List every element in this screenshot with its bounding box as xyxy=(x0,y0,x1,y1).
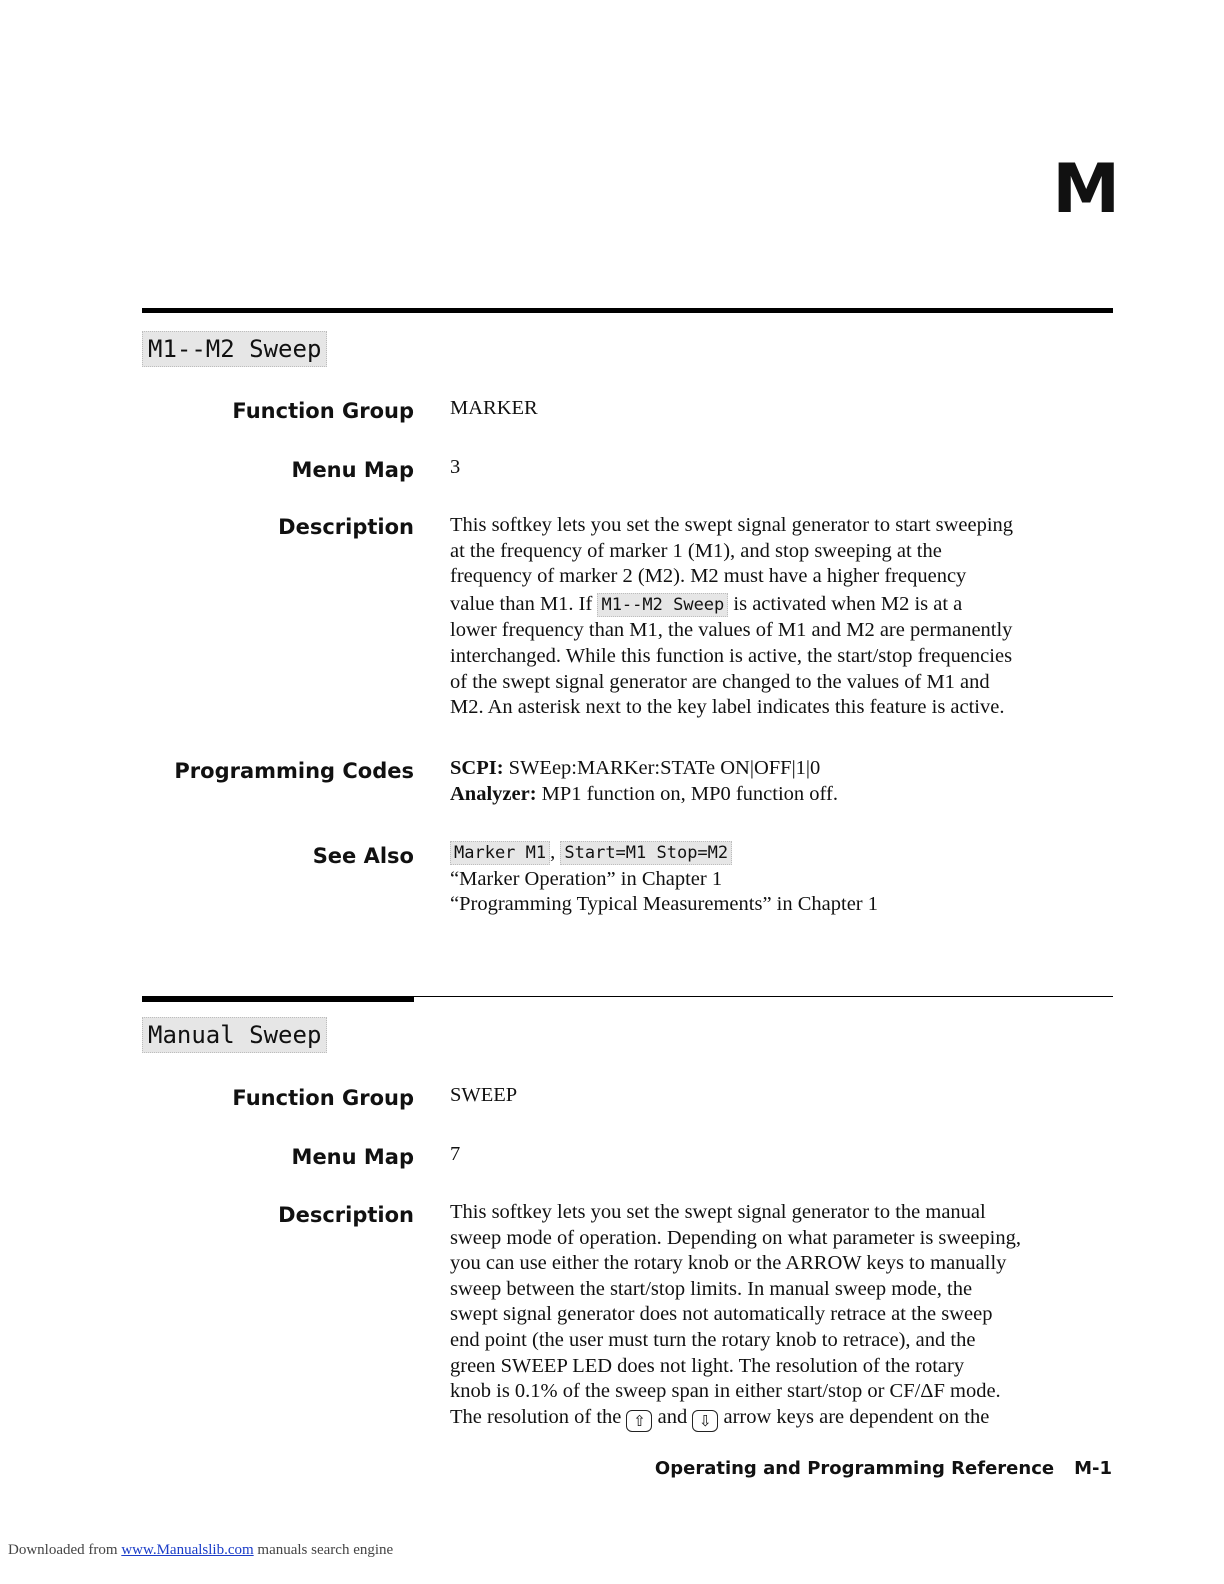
analyzer-value: MP1 function on, MP0 function off. xyxy=(536,782,838,805)
description-label: Description xyxy=(278,1203,414,1227)
description-line: swept signal generator does not automatically retrace at the sweep xyxy=(450,1303,993,1326)
description-line: frequency of marker 2 (M2). M2 must have a higher frequency xyxy=(450,565,967,588)
section-rule-thin-part xyxy=(414,996,1113,997)
description-line xyxy=(450,592,1120,619)
description-fragment: arrow keys are dependent on the xyxy=(718,1405,990,1428)
see-also-list xyxy=(450,840,1120,918)
up-arrow-key-icon: ⇧ xyxy=(626,1410,652,1432)
see-also-item: “Marker Operation” in Chapter 1 xyxy=(450,867,723,890)
menu-map-value: 7 xyxy=(450,1143,461,1165)
description-fragment: and xyxy=(652,1405,693,1428)
description-line: green SWEEP LED does not light. The resolution of the rotary xyxy=(450,1354,965,1377)
analyzer-label: Analyzer: xyxy=(450,782,537,805)
see-also-item: “Programming Typical Measurements” in Chapter 1 xyxy=(450,893,879,916)
softkey-ref-start-m1-stop-m2: Start=M1 Stop=M2 xyxy=(560,841,732,865)
scpi-value: SWEep:MARKer:STATe ON|OFF|1|0 xyxy=(503,757,821,779)
softkey-ref-marker-m1: Marker M1 xyxy=(450,841,550,865)
description-line: at the frequency of marker 1 (M1), and stop sweeping at the xyxy=(450,539,942,562)
menu-map-label: Menu Map xyxy=(291,458,414,482)
programming-codes xyxy=(450,756,1120,807)
menu-map-label: Menu Map xyxy=(291,1145,414,1169)
scpi-label: SCPI: xyxy=(450,757,504,779)
description-line: of the swept signal generator are changed to the values of M1 and xyxy=(450,670,990,693)
download-post: manuals search engine xyxy=(253,1542,394,1558)
description-line: end point (the user must turn the rotary knob to retrace), and the xyxy=(450,1328,976,1351)
down-arrow-key-icon: ⇩ xyxy=(692,1410,718,1432)
description-fragment: The resolution of the xyxy=(450,1405,627,1428)
description-line: This softkey lets you set the swept signal generator to start sweeping xyxy=(450,514,1014,536)
section-title-m1-m2-sweep: M1--M2 Sweep xyxy=(142,331,327,367)
footer-title: Operating and Programming Reference xyxy=(654,1458,1055,1479)
description-fragment: value than M1. If xyxy=(450,592,598,615)
description-text xyxy=(450,1200,1120,1432)
see-also-label: See Also xyxy=(312,844,414,868)
softkey-ref-m1-m2-sweep: M1--M2 Sweep xyxy=(597,593,728,617)
description-line xyxy=(450,1405,1120,1432)
description-line: interchanged. While this function is active, the start/stop frequencies xyxy=(450,644,1013,667)
function-group-value: SWEEP xyxy=(450,1084,518,1106)
download-pre: Downloaded from xyxy=(8,1542,122,1558)
manualslib-link[interactable]: www.Manualslib.com xyxy=(121,1542,254,1558)
scpi-line xyxy=(450,756,1120,782)
description-label: Description xyxy=(278,515,414,539)
see-also-keys xyxy=(450,840,1120,867)
description-line: knob is 0.1% of the sweep span in either start/stop or CF/ΔF mode. xyxy=(450,1380,1001,1403)
analyzer-line xyxy=(450,782,1120,808)
page-footer xyxy=(655,1458,1112,1479)
section-rule xyxy=(142,308,1113,313)
section-title-manual-sweep: Manual Sweep xyxy=(142,1017,327,1053)
description-line: M2. An asterisk next to the key label indicates this feature is active. xyxy=(450,696,1005,719)
description-line: sweep mode of operation. Depending on what parameter is sweeping, xyxy=(450,1226,1021,1249)
download-notice xyxy=(8,1542,393,1559)
description-line: sweep between the start/stop limits. In manual sweep mode, the xyxy=(450,1277,973,1300)
page-number: M-1 xyxy=(1074,1458,1112,1479)
separator: , xyxy=(550,841,556,863)
menu-map-value: 3 xyxy=(450,456,461,478)
programming-codes-label: Programming Codes xyxy=(174,759,414,783)
description-text xyxy=(450,513,1120,721)
section-rule-thick-part xyxy=(142,996,414,1002)
function-group-label: Function Group xyxy=(232,1086,414,1110)
description-line: lower frequency than M1, the values of M1 and M2 are permanently xyxy=(450,619,1013,642)
description-fragment: is activated when M2 is at a xyxy=(728,592,963,615)
description-line: you can use either the rotary knob or the ARROW keys to manually xyxy=(450,1252,1007,1275)
chapter-letter: M xyxy=(1052,150,1120,229)
description-line: This softkey lets you set the swept signal generator to the manual xyxy=(450,1201,986,1223)
function-group-label: Function Group xyxy=(232,399,414,423)
function-group-value: MARKER xyxy=(450,397,538,419)
